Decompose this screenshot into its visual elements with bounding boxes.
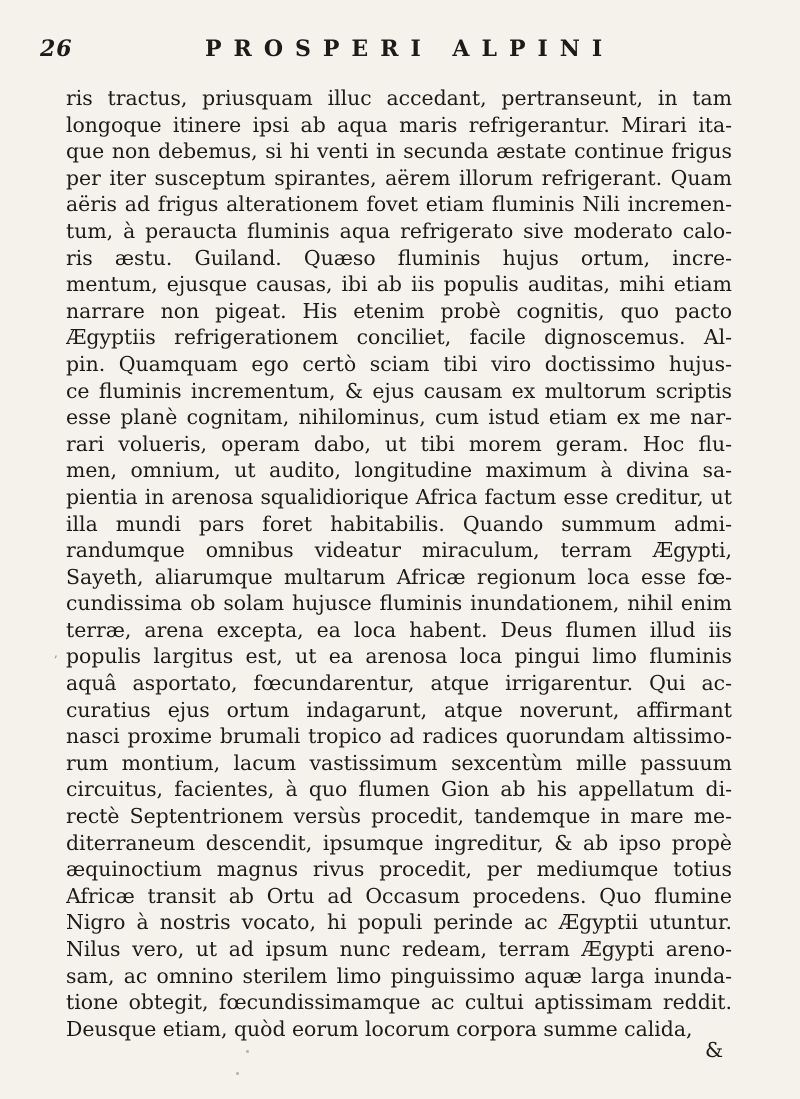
text-line: terræ, arena excepta, ea loca habent. Deus flumen illud iis (66, 617, 732, 642)
text-line: Sayeth, aliarumque multarum Africæ regionum loca esse fœ- (66, 564, 732, 589)
text-line: per iter susceptum spirantes, aërem illorum refrigerant. Quam (66, 165, 732, 190)
text-line: Ægyptiis refrigerationem conciliet, facile dignoscemus. Al- (66, 325, 732, 350)
text-line: aëris ad frigus alterationem fovet etiam fluminis Nili incremen- (66, 192, 732, 217)
text-line: illa mundi pars foret habitabilis. Quando summum admi- (66, 511, 732, 536)
page-number: 26 (40, 36, 73, 62)
text-line: que non debemus, si hi venti in secunda æstate continue frigus (66, 139, 732, 164)
text-line: ris tractus, priusquam illuc accedant, pertranseunt, in tam (66, 86, 732, 110)
text-line: Deusque etiam, quòd eorum locorum corpora summe calida, (66, 1016, 693, 1041)
paper-speck (246, 1050, 249, 1053)
text-line: tione obtegit, fœcundissimamque ac cultui aptissimam reddit. (66, 990, 732, 1015)
text-line: randumque omnibus videatur miraculum, terram Ægypti, (66, 538, 732, 563)
text-line: populis largitus est, ut ea arenosa loca pingui limo fluminis (66, 644, 732, 669)
text-line: diterraneum descendit, ipsumque ingreditur, & ab ipso propè (66, 830, 732, 855)
margin-mark: , (54, 646, 58, 660)
text-line: sam, ac omnino sterilem limo pinguissimo aquæ larga inunda- (66, 963, 732, 988)
text-line: esse planè cognitam, nihilominus, cum istud etiam ex me nar- (66, 405, 732, 430)
text-line: rari volueris, operam dabo, ut tibi morem geram. Hoc flu- (66, 431, 732, 456)
text-line: circuitus, facientes, à quo flumen Gion ab his appellatum di- (66, 777, 732, 802)
text-line: mentum, ejusque causas, ibi ab iis populis auditas, mihi etiam (66, 272, 732, 297)
text-line: æquinoctium magnus rivus procedit, per mediumque totius (66, 857, 732, 882)
text-line: nasci proxime brumali tropico ad radices quorundam altissimo- (66, 724, 732, 749)
text-line: cundissima ob solam hujusce fluminis inundationem, nihil enim (66, 591, 732, 616)
text-line: longoque itinere ipsi ab aqua maris refrigerantur. Mirari ita- (66, 112, 732, 137)
text-line: ris æstu. Guiland. Quæso fluminis hujus ortum, incre- (66, 245, 732, 270)
body-text (66, 85, 732, 1042)
text-line: Nilus vero, ut ad ipsum nunc redeam, terram Ægypti areno- (66, 937, 732, 961)
text-line: men, omnium, ut audito, longitudine maximum à divina sa- (66, 458, 732, 483)
text-line: Africæ transit ab Ortu ad Occasum procedens. Quo flumine (66, 883, 732, 908)
paper-speck (236, 1072, 239, 1075)
text-line: pientia in arenosa squalidiorique Africa factum esse creditur, ut (66, 484, 732, 509)
text-line: aquâ asportato, fœcundarentur, atque irrigarentur. Qui ac- (66, 671, 732, 696)
text-line: Nigro à nostris vocato, hi populi perinde ac Ægyptii utuntur. (66, 910, 732, 935)
catchword: & (705, 1038, 724, 1062)
text-line: curatius ejus ortum indagarunt, atque noverunt, affirmant (66, 697, 732, 722)
text-line: rum montium, lacum vastissimum sexcentùm mille passuum (66, 750, 732, 775)
running-title: PROSPERI ALPINI (205, 36, 615, 62)
page-header (40, 30, 740, 70)
text-line: pin. Quamquam ego certò sciam tibi viro doctissimo hujus- (66, 351, 732, 376)
text-line: narrare non pigeat. His etenim probè cognitis, quo pacto (66, 298, 732, 323)
text-line: tum, à peraucta fluminis aqua refrigerato sive moderato calo- (66, 218, 732, 243)
text-line: ce fluminis incrementum, & ejus causam ex multorum scriptis (66, 378, 732, 403)
text-line: rectè Septentrionem versùs procedit, tandemque in mare me- (66, 804, 732, 829)
